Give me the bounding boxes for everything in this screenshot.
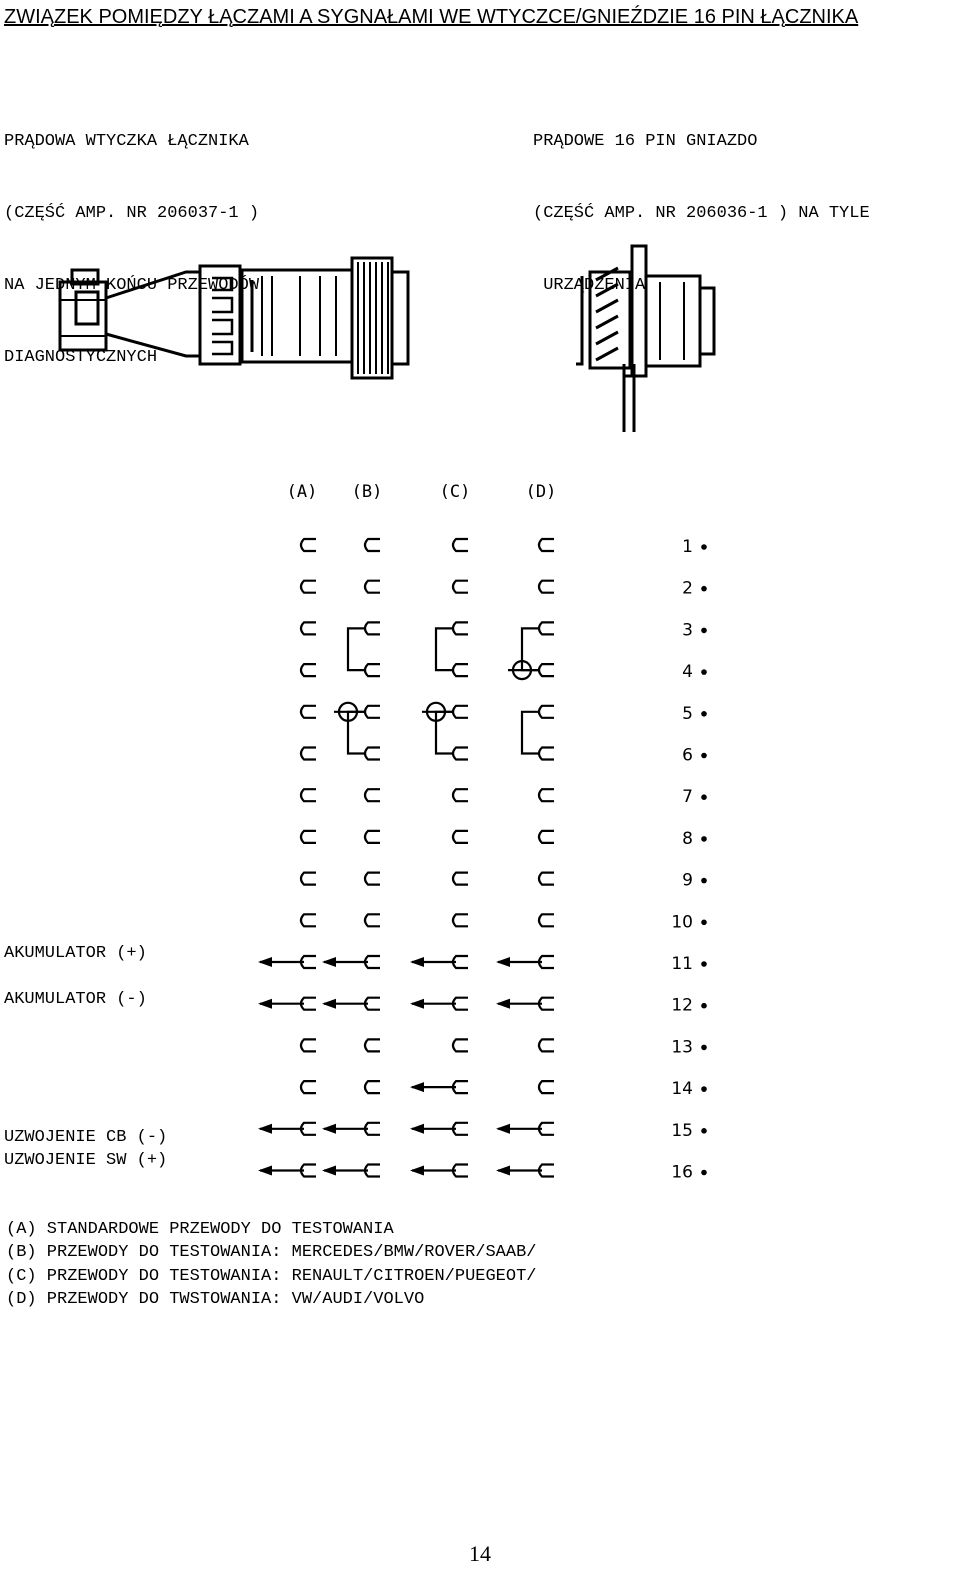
pin-dot bbox=[701, 878, 707, 884]
pin-contact-symbol bbox=[365, 873, 380, 885]
pin-contact-symbol bbox=[365, 1081, 380, 1093]
pin-row bbox=[301, 829, 707, 849]
pin-row bbox=[258, 1163, 707, 1183]
pin-contact-symbol bbox=[539, 789, 554, 801]
arrow-marker bbox=[322, 957, 368, 967]
arrow-marker bbox=[410, 957, 456, 967]
pin-row bbox=[258, 954, 707, 974]
jumper-bridge bbox=[348, 712, 366, 754]
arrow-marker bbox=[496, 1124, 542, 1134]
pin-contact-symbol bbox=[539, 748, 554, 760]
pin-row bbox=[301, 537, 707, 557]
pin-dot bbox=[701, 1003, 707, 1009]
column-header-a: (A) bbox=[286, 482, 318, 502]
pin-number: 3 bbox=[682, 620, 693, 641]
pin-contact-symbol bbox=[539, 664, 554, 676]
pin-contact-symbol bbox=[365, 581, 380, 593]
pin-number: 13 bbox=[671, 1037, 693, 1058]
plug-line: PRĄDOWA WTYCZKA ŁĄCZNIKA bbox=[4, 132, 249, 151]
plug-line: (CZĘŚĆ AMP. NR 206037-1 ) bbox=[4, 204, 260, 223]
plug-line: NA JEDNYM KOŃCU PRZEWODÓW bbox=[4, 276, 260, 295]
arrow-marker bbox=[496, 999, 542, 1009]
pin-contact-symbol bbox=[539, 914, 554, 926]
pin-contact-symbol bbox=[453, 664, 468, 676]
pin-number: 6 bbox=[682, 745, 693, 766]
pin-dot bbox=[701, 753, 707, 759]
resistor-marker bbox=[422, 703, 454, 721]
pin-row bbox=[301, 579, 707, 599]
resistor-marker bbox=[334, 703, 366, 721]
pin-contact-symbol bbox=[301, 664, 316, 676]
legend-item-d: (D) PRZEWODY DO TWSTOWANIA: VW/AUDI/VOLVO bbox=[6, 1289, 425, 1309]
pin-contact-symbol bbox=[301, 873, 316, 885]
pin-contact-symbol bbox=[301, 581, 316, 593]
arrow-marker bbox=[410, 1082, 456, 1092]
socket-line: (CZĘŚĆ AMP. NR 206036-1 ) NA TYLE bbox=[533, 204, 870, 223]
pin-number: 5 bbox=[682, 703, 693, 724]
pin-contact-symbol bbox=[301, 914, 316, 926]
pin-contact-symbol bbox=[301, 539, 316, 551]
pin-contact-symbol bbox=[453, 914, 468, 926]
pin-contact-symbol bbox=[453, 1039, 468, 1051]
pin-contact-symbol bbox=[365, 914, 380, 926]
column-header-c: (C) bbox=[439, 482, 471, 502]
pin-contact-symbol bbox=[539, 1039, 554, 1051]
pin-dot bbox=[701, 711, 707, 717]
pin-row bbox=[258, 996, 707, 1016]
pin-dot bbox=[701, 669, 707, 675]
arrow-marker bbox=[496, 957, 542, 967]
label-uzwojenie-sw: UZWOJENIE SW (+) bbox=[4, 1151, 168, 1170]
pin-row bbox=[301, 1079, 707, 1099]
column-header-b: (B) bbox=[351, 482, 383, 502]
pin-contact-symbol bbox=[301, 789, 316, 801]
pin-row bbox=[301, 912, 707, 932]
pin-number: 8 bbox=[682, 828, 693, 849]
arrow-marker bbox=[410, 1124, 456, 1134]
jumper-bridge bbox=[522, 628, 540, 670]
resistor-marker bbox=[508, 661, 540, 679]
pin-row bbox=[301, 662, 707, 682]
pin-contact-symbol bbox=[301, 706, 316, 718]
jumper-bridge bbox=[348, 628, 366, 670]
arrow-marker bbox=[322, 1166, 368, 1176]
pin-contact-symbol bbox=[539, 622, 554, 634]
pin-contact-symbol bbox=[453, 539, 468, 551]
label-akumulator-plus: AKUMULATOR (+) bbox=[4, 944, 147, 963]
pin-contact-symbol bbox=[365, 539, 380, 551]
arrow-marker bbox=[258, 999, 304, 1009]
pin-number: 1 bbox=[682, 537, 693, 557]
pin-contact-symbol bbox=[539, 706, 554, 718]
pin-row bbox=[301, 787, 707, 807]
pin-contact-symbol bbox=[365, 706, 380, 718]
arrow-marker bbox=[496, 1166, 542, 1176]
pin-contact-symbol bbox=[365, 664, 380, 676]
pin-contact-symbol bbox=[301, 831, 316, 843]
pin-dot bbox=[701, 961, 707, 967]
pin-row bbox=[301, 1037, 707, 1057]
pin-dot bbox=[701, 544, 707, 550]
pin-contact-symbol bbox=[453, 581, 468, 593]
arrow-marker bbox=[258, 1124, 304, 1134]
page-title: ZWIĄZEK POMIĘDZY ŁĄCZAMI A SYGNAŁAMI WE WTYCZCE/GNIEŹDZIE 16 PIN ŁĄCZNIKA bbox=[4, 6, 859, 28]
pin-contact-symbol bbox=[539, 539, 554, 551]
jumper-bridge bbox=[436, 712, 454, 754]
pin-contact-symbol bbox=[453, 748, 468, 760]
pin-row bbox=[301, 620, 707, 640]
pin-number: 2 bbox=[682, 578, 693, 599]
jumper-bridge bbox=[522, 712, 540, 754]
pin-contact-symbol bbox=[301, 748, 316, 760]
pin-contact-symbol bbox=[365, 831, 380, 843]
legend-item-c: (C) PRZEWODY DO TESTOWANIA: RENAULT/CITROEN/PUEGEOT/ bbox=[6, 1266, 537, 1286]
pin-contact-symbol bbox=[365, 748, 380, 760]
pin-dot bbox=[701, 1170, 707, 1176]
pin-dot bbox=[701, 628, 707, 634]
pin-number: 15 bbox=[671, 1120, 693, 1141]
socket-line: PRĄDOWE 16 PIN GNIAZDO bbox=[533, 132, 758, 151]
arrow-marker bbox=[410, 999, 456, 1009]
pin-contact-symbol bbox=[365, 622, 380, 634]
pin-contact-symbol bbox=[453, 831, 468, 843]
pin-dot bbox=[701, 1086, 707, 1092]
pin-contact-symbol bbox=[539, 1081, 554, 1093]
legend bbox=[6, 1218, 537, 1311]
pin-number: 10 bbox=[671, 912, 693, 933]
pin-dot bbox=[701, 1045, 707, 1051]
arrow-marker bbox=[322, 999, 368, 1009]
legend-item-a: (A) STANDARDOWE PRZEWODY DO TESTOWANIA bbox=[6, 1220, 394, 1239]
pin-number: 7 bbox=[682, 787, 693, 808]
pin-dot bbox=[701, 836, 707, 842]
pin-number: 16 bbox=[671, 1162, 693, 1183]
column-header-d: (D) bbox=[525, 482, 557, 502]
pin-row bbox=[301, 871, 707, 891]
pin-number: 14 bbox=[671, 1079, 693, 1100]
pin-contact-symbol bbox=[453, 789, 468, 801]
pin-contact-symbol bbox=[539, 873, 554, 885]
arrow-marker bbox=[410, 1166, 456, 1176]
pin-dot bbox=[701, 794, 707, 800]
page-number: 14 bbox=[469, 1541, 491, 1566]
arrow-marker bbox=[258, 1166, 304, 1176]
pin-contact-symbol bbox=[365, 789, 380, 801]
pin-dot bbox=[701, 920, 707, 926]
pin-row bbox=[301, 746, 707, 766]
legend-item-b: (B) PRZEWODY DO TESTOWANIA: MERCEDES/BMW/ROVER/SAAB/ bbox=[6, 1243, 537, 1263]
pin-number: 11 bbox=[671, 954, 693, 974]
pin-dot bbox=[701, 586, 707, 592]
pin-contact-symbol bbox=[453, 622, 468, 634]
plug-line: DIAGNOSTYCZNYCH bbox=[4, 348, 158, 367]
socket-line: URZĄDZENIA bbox=[533, 276, 646, 295]
label-uzwojenie-cb: UZWOJENIE CB (-) bbox=[4, 1128, 168, 1147]
pin-contact-symbol bbox=[301, 1081, 316, 1093]
pin-contact-symbol bbox=[365, 1039, 380, 1051]
jumper-bridge bbox=[436, 628, 454, 670]
pin-row bbox=[301, 704, 707, 724]
pin-row bbox=[258, 1121, 707, 1141]
pin-contact-symbol bbox=[539, 581, 554, 593]
pin-contact-symbol bbox=[301, 622, 316, 634]
pin-number: 4 bbox=[682, 662, 693, 683]
pin-dot bbox=[701, 1128, 707, 1134]
pin-number: 9 bbox=[682, 870, 693, 891]
pin-contact-symbol bbox=[453, 873, 468, 885]
pin-number: 12 bbox=[671, 995, 693, 1016]
pin-contact-symbol bbox=[539, 831, 554, 843]
pin-contact-symbol bbox=[301, 1039, 316, 1051]
arrow-marker bbox=[258, 957, 304, 967]
label-akumulator-minus: AKUMULATOR (-) bbox=[4, 990, 147, 1009]
arrow-marker bbox=[322, 1124, 368, 1134]
pin-contact-symbol bbox=[453, 706, 468, 718]
